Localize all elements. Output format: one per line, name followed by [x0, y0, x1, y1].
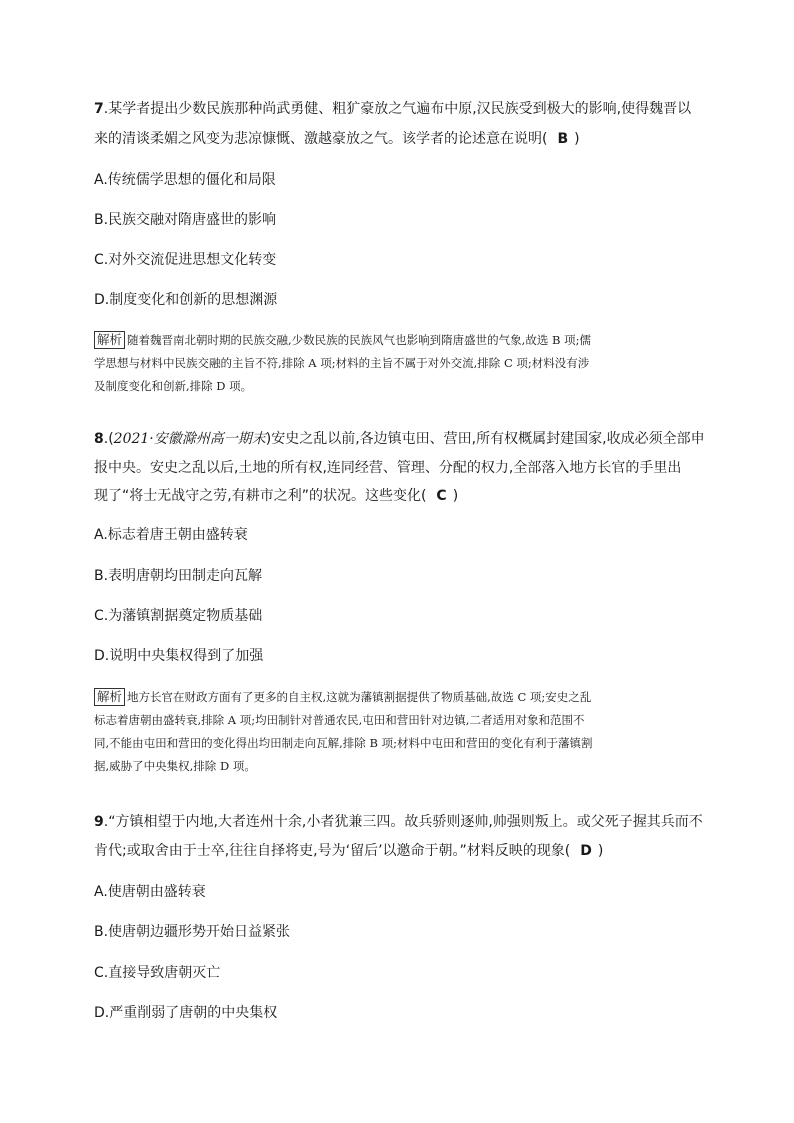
question-number: 8 [94, 431, 104, 447]
analysis-tag: 解析 [94, 688, 125, 706]
analysis-line: 标志着唐朝由盛转衰,排除 A 项;均田制针对普通农民,屯田和营田针对边镇,二者适用对象和范围不 [94, 713, 585, 727]
question-number: 7 [94, 101, 104, 117]
analysis-text: 随着魏晋南北朝时期的民族交融,少数民族的民族风气也影响到隋唐盛世的气象,故选 B 项;儒 [127, 333, 591, 347]
question-7-option-d: D.制度变化和创新的思想渊源 [94, 292, 278, 308]
question-8-option-b: B.表明唐朝均田制走向瓦解 [94, 568, 263, 584]
question-7-stem-line-2 [94, 128, 714, 150]
stem-text: .某学者提出少数民族那种尚武勇健、粗犷豪放之气遍布中原,汉民族受到极大的影响,使得魏晋以 [103, 101, 692, 117]
stem-text: 现了“将士无战守之劳,有耕市之利”的状况。这些变化( [94, 488, 427, 504]
answer-letter: B [557, 131, 569, 147]
question-8-stem-line-2: 报中央。安史之乱以后,土地的所有权,连同经营、管理、分配的权力,全部落入地方长官的手里出 [94, 460, 682, 476]
question-9-option-d: D.严重削弱了唐朝的中央集权 [94, 1005, 278, 1021]
answer-letter: D [580, 843, 592, 859]
stem-text: )安史之乱以前,各边镇屯田、营田,所有权概属封建国家,收成必须全部申 [265, 431, 705, 447]
question-8-option-a: A.标志着唐王朝由盛转衰 [94, 527, 248, 543]
question-8-stem-line-3 [94, 485, 714, 507]
stem-close: ) [597, 843, 604, 859]
analysis-line: 及制度变化和创新,排除 D 项。 [94, 379, 253, 393]
question-7-option-c: C.对外交流促进思想文化转变 [94, 252, 277, 268]
stem-text: 肯代;或取舍由于士卒,往往自择将吏,号为‘留后’以邀命于朝。”材料反映的现象( [94, 843, 571, 859]
answer-letter: C [436, 488, 447, 504]
question-9-stem-line-1 [94, 811, 714, 833]
stem-text: 来的清谈柔媚之风变为悲凉慷慨、激越豪放之气。该学者的论述意在说明( [94, 131, 548, 147]
question-7-option-a: A.传统儒学思想的僵化和局限 [94, 172, 276, 188]
question-8-option-d: D.说明中央集权得到了加强 [94, 648, 264, 664]
analysis-line [94, 686, 714, 709]
analysis-line: 据,威胁了中央集权,排除 D 项。 [94, 759, 256, 773]
analysis-text: 地方长官在财政方面有了更多的自主权,这就为藩镇割据提供了物质基础,故选 C 项;安史之乱 [127, 690, 592, 704]
question-9-stem-line-2 [94, 840, 714, 862]
question-9-option-b: B.使唐朝边疆形势开始日益紧张 [94, 924, 291, 940]
question-7-option-b: B.民族交融对隋唐盛世的影响 [94, 212, 277, 228]
question-8-option-c: C.为藩镇割据奠定物质基础 [94, 608, 263, 624]
stem-text: .( [103, 431, 114, 447]
stem-text: .“方镇相望于内地,大者连州十余,小者犹兼三四。故兵骄则逐帅,帅强则叛上。或父死子握其兵而不 [103, 814, 703, 830]
question-source: 2021·安徽滁州高一期末 [113, 431, 266, 447]
analysis-line [94, 329, 714, 352]
question-9-option-c: C.直接导致唐朝灭亡 [94, 965, 221, 981]
stem-close: ) [452, 488, 459, 504]
analysis-tag: 解析 [94, 331, 125, 349]
question-8-stem-line-1 [94, 428, 714, 450]
analysis-line: 学思想与材料中民族交融的主旨不符,排除 A 项;材料的主旨不属于对外交流,排除 C 项;材料没有涉 [94, 356, 590, 370]
analysis-line: 同,不能由屯田和营田的变化得出均田制走向瓦解,排除 B 项;材料中屯田和营田的变化有利于藩镇割 [94, 736, 593, 750]
question-7-analysis [94, 329, 714, 398]
question-7-stem-line-1 [94, 98, 714, 120]
question-number: 9 [94, 814, 104, 830]
question-9-option-a: A.使唐朝由盛转衰 [94, 884, 206, 900]
stem-close: ) [574, 131, 580, 147]
question-8-analysis [94, 686, 714, 778]
